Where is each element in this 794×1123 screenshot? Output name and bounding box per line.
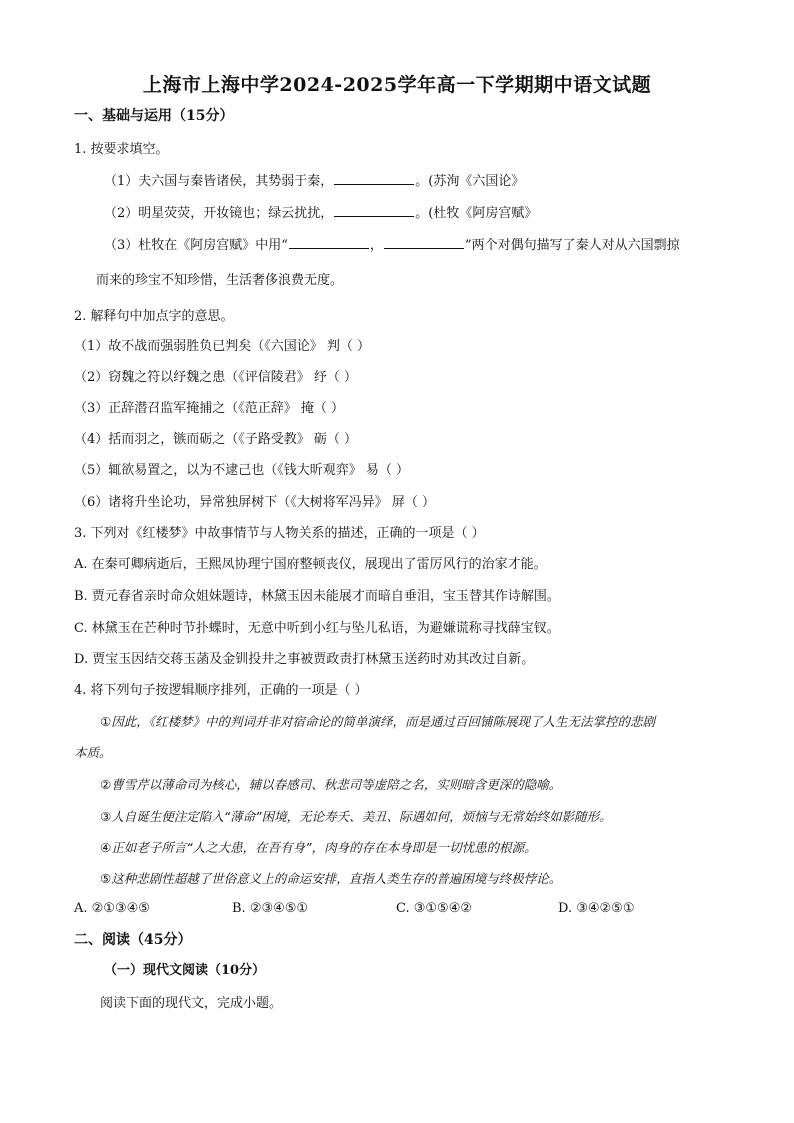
q1-item-3 [104, 235, 680, 255]
q2-item: （1）故不战而强弱胜负已判矣（《六国论》 判（ ） [74, 339, 371, 354]
q2-item: （4）括而羽之，镞而砺之（《子路受教》 砺（ ） [74, 432, 358, 447]
q4-option-c: C. ③①⑤④② [396, 901, 473, 916]
q3-option-d: D. 贾宝玉因结交蒋玉菡及金钏投井之事被贾政责打林黛玉送药时劝其改过自新。 [74, 652, 535, 667]
q1-item-3-continued: 而来的珍宝不知珍惜，生活奢侈浪费无度。 [96, 273, 344, 288]
q1-item-1-text: （1）夫六国与秦皆诸侯，其势弱于秦， [104, 174, 334, 189]
q4-option-d: D. ③④②⑤① [558, 901, 635, 916]
q3-option-b: B. 贾元春省亲时命众姐妹题诗，林黛玉因未能展才而暗自垂泪，宝玉替其作诗解围。 [74, 589, 560, 604]
q2-item: （6）诸将升坐论功，异常独屏树下（《大树将军冯异》 屏（ ） [74, 495, 436, 510]
q3-option-a: A. 在秦可卿病逝后，王熙凤协理宁国府整顿丧仪，展现出了雷厉风行的治家才能。 [74, 557, 547, 572]
q1-item-2-source: 。(杜牧《阿房宫赋》 [415, 206, 538, 221]
q2-item: （2）窃魏之符以纾魏之患（《评信陵君》 纾（ ） [74, 370, 358, 385]
section-2-instruction: 阅读下面的现代文，完成小题。 [100, 996, 283, 1011]
q4-sentence-3: ③人自诞生便注定陷入“薄命”困境，无论寿夭、美丑、际遇如何，烦恼与无常始终如影随形。 [100, 809, 612, 824]
q4-sentence-4: ④正如老子所言“人之大患，在吾有身”，肉身的存在本身即是一切忧患的根源。 [100, 840, 537, 855]
q2-item: （5）辄欲易置之，以为不逮己也（《钱大昕观弈》 易（ ） [74, 463, 410, 478]
q1-item-3-rest: ”两个对偶句描写了秦人对从六国剽掠 [464, 238, 680, 253]
q1-stem: 1. 按要求填空。 [74, 142, 169, 157]
exam-title: 上海市上海中学2024-2025学年高一下学期期中语文试题 [142, 74, 652, 96]
section-1-heading: 一、基础与运用（15分） [74, 108, 234, 124]
q4-sentence-1: ①因此，《红楼梦》中的判词并非对宿命论的简单演绎，而是通过百回铺陈展现了人生无法掌控的悲剧 [100, 714, 655, 729]
q1-item-2-text: （2）明星荧荧，开妆镜也；绿云扰扰， [104, 206, 334, 221]
q4-option-a: A. ②①③④⑤ [74, 901, 150, 916]
q1-item-3-text: （3）杜牧在《阿房宫赋》中用“ [104, 238, 288, 253]
q4-sentence-2: ②曹雪芹以薄命司为核心，辅以春感司、秋悲司等虚陪之名，实则暗含更深的隐喻。 [100, 777, 562, 792]
q2-item: （3）正辞潜召监军掩捕之（《范正辞》 掩（ ） [74, 401, 345, 416]
answer-blank[interactable] [289, 235, 369, 249]
q4-sentence-5: ⑤这种悲剧性超越了世俗意义上的命运安排，直指人类生存的普遍困境与终极悖论。 [100, 871, 562, 886]
answer-blank[interactable] [334, 203, 414, 217]
q3-option-c: C. 林黛玉在芒种时节扑蝶时，无意中听到小红与坠儿私语，为避嫌谎称寻找薛宝钗。 [74, 621, 560, 636]
q4-option-b: B. ②③④⑤① [232, 901, 309, 916]
section-2-heading: 二、阅读（45分） [74, 932, 192, 948]
q1-item-1 [104, 171, 524, 191]
q4-stem: 4. 将下列句子按逻辑顺序排列，正确的一项是（ ） [74, 683, 368, 698]
q4-sentence-1-continued: 本质。 [74, 745, 112, 760]
q3-stem: 3. 下列对《红楼梦》中故事情节与人物关系的描述，正确的一项是（ ） [74, 526, 485, 541]
answer-blank[interactable] [334, 171, 414, 185]
q1-item-3-separator: ， [369, 238, 383, 253]
q1-item-1-source: 。(苏洵《六国论》 [415, 174, 525, 189]
q2-stem: 2. 解释句中加点字的意思。 [74, 309, 234, 324]
q1-item-2 [104, 203, 537, 223]
section-2-subheading: （一）现代文阅读（10分） [104, 963, 266, 978]
answer-blank[interactable] [384, 235, 464, 249]
